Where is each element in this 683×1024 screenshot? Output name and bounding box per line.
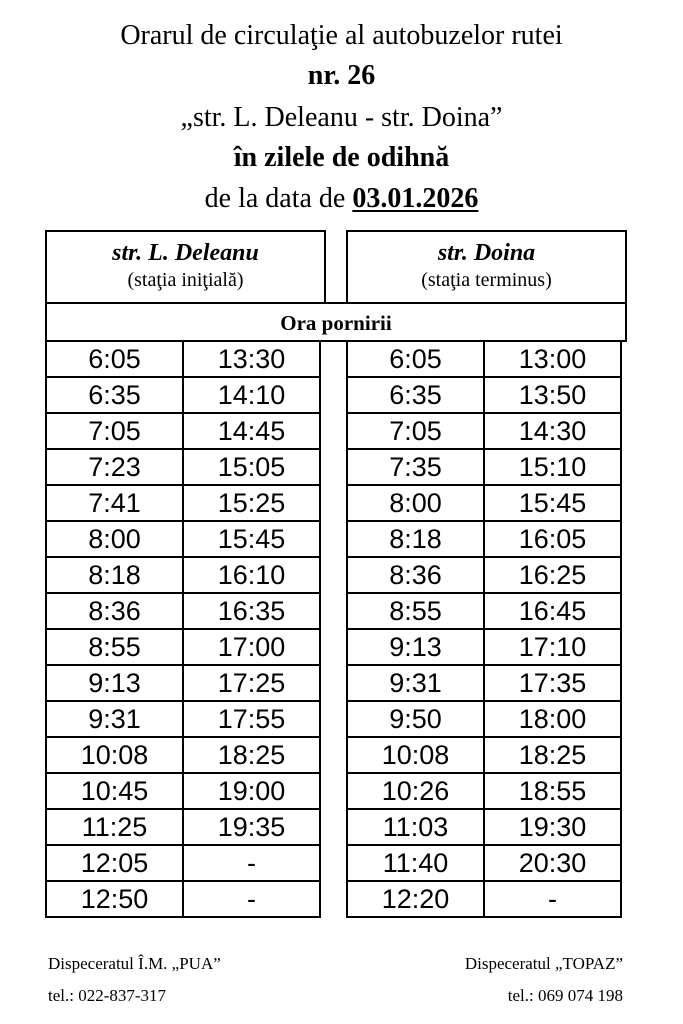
right-station-name: str. Doina <box>437 240 536 266</box>
table-row <box>46 701 320 737</box>
departure-time-cell: 8:36 <box>347 557 484 593</box>
departure-time-cell: 9:31 <box>347 665 484 701</box>
departure-time-cell: 17:55 <box>183 701 320 737</box>
departure-time-cell: 17:10 <box>484 629 621 665</box>
right-timetable <box>346 340 622 918</box>
departure-time-cell: 9:50 <box>347 701 484 737</box>
departure-time-cell: 15:45 <box>484 485 621 521</box>
departure-time-cell: 14:10 <box>183 377 320 413</box>
departure-time-cell: 15:10 <box>484 449 621 485</box>
table-row <box>46 557 320 593</box>
departure-time-cell: 9:13 <box>347 629 484 665</box>
departure-time-cell: 15:25 <box>183 485 320 521</box>
table-row <box>347 521 621 557</box>
departure-time-cell: 18:00 <box>484 701 621 737</box>
departure-time-cell: 17:25 <box>183 665 320 701</box>
table-row <box>347 557 621 593</box>
departure-time-cell: 15:45 <box>183 521 320 557</box>
table-row <box>46 413 320 449</box>
departure-time-cell: 15:05 <box>183 449 320 485</box>
departure-time-cell: 9:31 <box>46 701 183 737</box>
table-row <box>347 845 621 881</box>
departure-time-cell: 12:05 <box>46 845 183 881</box>
table-row <box>347 773 621 809</box>
departure-time-cell: 10:45 <box>46 773 183 809</box>
departure-time-cell: 8:18 <box>46 557 183 593</box>
departure-time-cell: 16:35 <box>183 593 320 629</box>
departure-time-cell: 6:35 <box>46 377 183 413</box>
departure-time-cell: 7:35 <box>347 449 484 485</box>
table-row <box>347 341 621 377</box>
table-row <box>46 665 320 701</box>
schedule-title: Orarul de circulaţie al autobuzelor rutei <box>120 20 563 51</box>
departure-time-cell: 7:41 <box>46 485 183 521</box>
departure-time-cell: 6:05 <box>347 341 484 377</box>
table-row <box>347 377 621 413</box>
departure-time-cell: 20:30 <box>484 845 621 881</box>
left-station-header <box>45 230 326 304</box>
right-station-role: (staţia terminus) <box>421 269 552 291</box>
departure-time-cell: 18:55 <box>484 773 621 809</box>
departure-time-cell: 12:50 <box>46 881 183 917</box>
departure-time-cell: 13:30 <box>183 341 320 377</box>
left-phone: tel.: 022-837-317 <box>48 986 167 1005</box>
departure-time-cell: 19:30 <box>484 809 621 845</box>
table-row <box>46 593 320 629</box>
table-row <box>347 809 621 845</box>
departure-time-cell: 8:36 <box>46 593 183 629</box>
effective-date-line <box>0 183 683 215</box>
table-row <box>46 809 320 845</box>
route-name: „str. L. Deleanu - str. Doina” <box>180 102 503 133</box>
left-station-name: str. L. Deleanu <box>112 240 259 266</box>
departure-time-cell: 16:45 <box>484 593 621 629</box>
departure-time-cell: 17:35 <box>484 665 621 701</box>
table-row <box>347 413 621 449</box>
table-row <box>347 449 621 485</box>
departure-time-cell: 6:35 <box>347 377 484 413</box>
departure-time-cell: 8:00 <box>347 485 484 521</box>
departure-time-cell: 19:00 <box>183 773 320 809</box>
departure-time-cell: 8:00 <box>46 521 183 557</box>
departure-time-cell: 18:25 <box>484 737 621 773</box>
departure-time-cell: 8:55 <box>46 629 183 665</box>
table-row <box>347 701 621 737</box>
departure-time-cell: 10:08 <box>46 737 183 773</box>
day-type: în zilele de odihnă <box>233 142 450 173</box>
table-row <box>347 593 621 629</box>
table-row <box>46 449 320 485</box>
table-row <box>46 341 320 377</box>
departure-time-cell: 13:00 <box>484 341 621 377</box>
left-timetable <box>45 340 321 918</box>
departure-time-cell: 14:30 <box>484 413 621 449</box>
table-row <box>347 881 621 917</box>
table-row <box>347 629 621 665</box>
departure-time-cell: 17:00 <box>183 629 320 665</box>
table-row <box>46 845 320 881</box>
departure-time-cell: 7:23 <box>46 449 183 485</box>
right-station-header <box>346 230 627 304</box>
departure-time-cell: 19:35 <box>183 809 320 845</box>
table-row <box>46 377 320 413</box>
table-row <box>46 629 320 665</box>
table-row <box>46 485 320 521</box>
departure-time-cell: 11:40 <box>347 845 484 881</box>
departure-time-cell: - <box>183 845 320 881</box>
departure-time-cell: 16:10 <box>183 557 320 593</box>
departure-time-cell: - <box>484 881 621 917</box>
departure-time-cell: 13:50 <box>484 377 621 413</box>
table-row <box>347 665 621 701</box>
departure-time-cell: 16:05 <box>484 521 621 557</box>
table-row <box>46 881 320 917</box>
right-dispatcher: Dispeceratul „TOPAZ” <box>464 954 623 973</box>
departure-time-label: Ora pornirii <box>45 302 627 342</box>
table-row <box>347 737 621 773</box>
table-row <box>46 773 320 809</box>
table-row <box>46 737 320 773</box>
route-number: nr. 26 <box>307 60 376 91</box>
departure-time-cell: 7:05 <box>46 413 183 449</box>
departure-time-cell: 16:25 <box>484 557 621 593</box>
departure-time-cell: 8:55 <box>347 593 484 629</box>
left-station-role: (staţia iniţială) <box>127 269 244 291</box>
effective-date: 03.01.2026 <box>352 183 479 214</box>
departure-time-cell: 10:08 <box>347 737 484 773</box>
departure-time-cell: 18:25 <box>183 737 320 773</box>
departure-time-cell: 11:25 <box>46 809 183 845</box>
departure-time-cell: 9:13 <box>46 665 183 701</box>
departure-time-cell: - <box>183 881 320 917</box>
departure-time-cell: 8:18 <box>347 521 484 557</box>
departure-time-cell: 7:05 <box>347 413 484 449</box>
effective-date-prefix: de la data de <box>204 183 346 214</box>
departure-time-cell: 6:05 <box>46 341 183 377</box>
departure-time-cell: 10:26 <box>347 773 484 809</box>
left-dispatcher: Dispeceratul Î.M. „PUA” <box>48 954 221 973</box>
right-phone: tel.: 069 074 198 <box>507 986 623 1005</box>
table-row <box>46 521 320 557</box>
departure-time-cell: 12:20 <box>347 881 484 917</box>
table-row <box>347 485 621 521</box>
departure-time-cell: 14:45 <box>183 413 320 449</box>
departure-time-cell: 11:03 <box>347 809 484 845</box>
